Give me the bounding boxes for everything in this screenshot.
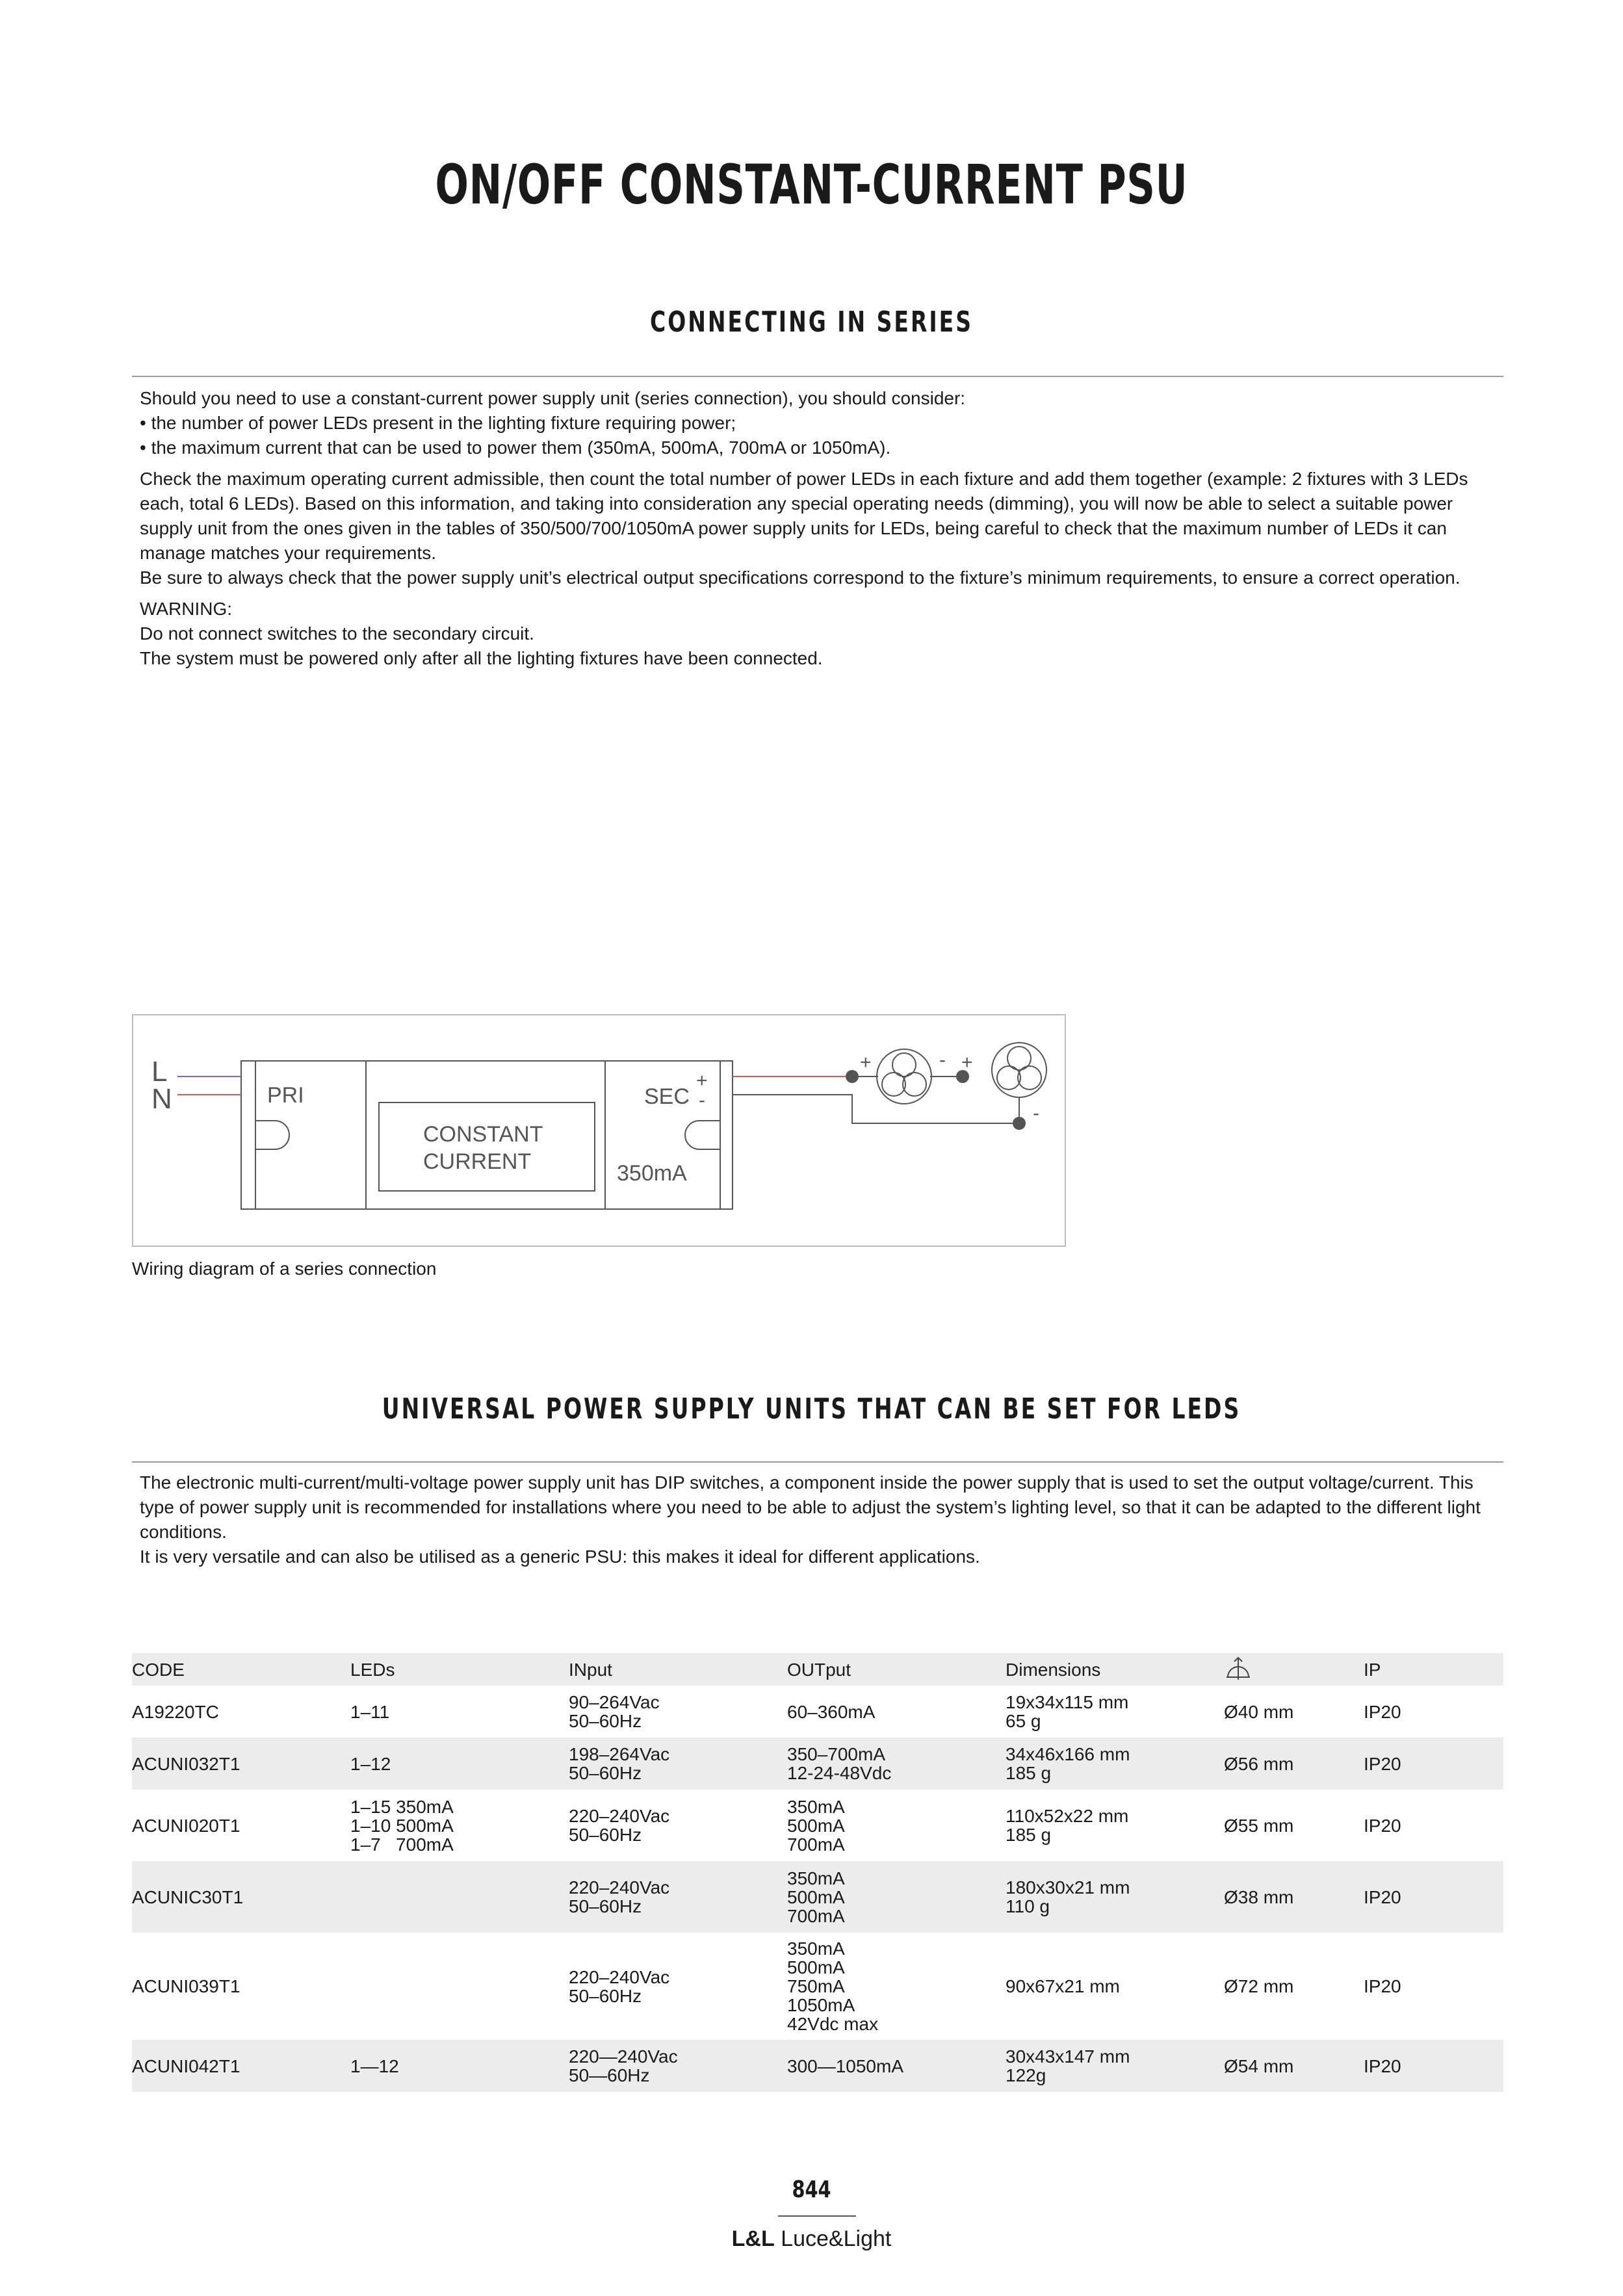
cell-line: 50—60Hz <box>569 2065 650 2085</box>
cell-line: 350mA <box>787 1938 845 1959</box>
universal-p1: The electronic multi-current/multi-voltage power supply unit has DIP switches, a component inside the power supply that is used to set the output voltage/current. This type of power supply unit is recommended for installations where you need to be able to adjust the system’s lighting level, so that it can be adapted to the different light conditions. <box>140 1472 1481 1542</box>
cell-line: 300—1050mA <box>787 2055 904 2076</box>
cell-line: 60–360mA <box>787 1701 876 1722</box>
table-row <box>132 1686 1503 1738</box>
cell-dimensions <box>1006 1861 1224 1933</box>
page-number: 844 <box>792 2176 831 2203</box>
cell-leds <box>350 1686 569 1738</box>
label-sec: SEC <box>644 1084 690 1109</box>
psu-table <box>132 1653 1503 2092</box>
cell-ip: IP20 <box>1364 1815 1401 1836</box>
cell-leds <box>350 2040 569 2092</box>
series-intro: Should you need to use a constant-current power supply unit (series connection), you should consider: <box>140 388 966 408</box>
cell-line: 500mA <box>787 1886 845 1907</box>
cell-line: 350mA <box>787 1796 845 1817</box>
cell-code: ACUNI020T1 <box>132 1815 240 1836</box>
cell-dia: Ø56 mm <box>1224 1738 1364 1790</box>
label-constant: CONSTANT <box>423 1122 543 1147</box>
header-code: CODE <box>132 1653 350 1686</box>
cell-line: 350–700mA <box>787 1744 886 1764</box>
footer-rule <box>778 2215 856 2217</box>
section-heading-series: CONNECTING IN SERIES <box>650 306 973 339</box>
cell-line: 1—12 <box>350 2055 399 2076</box>
warning-line-1: Do not connect switches to the secondary circuit. <box>140 623 534 644</box>
cell-code: A19220TC <box>132 1701 219 1722</box>
cell-dia: Ø72 mm <box>1224 1976 1294 1996</box>
cell-line: 180x30x21 mm <box>1006 1877 1130 1898</box>
cell-dimensions <box>1006 2040 1224 2092</box>
cell-input <box>569 1686 787 1738</box>
cell-line: 110x52x22 mm <box>1006 1806 1129 1826</box>
cell-line: 90x67x21 mm <box>1006 1976 1120 1996</box>
cell-line: 1–10 500mA <box>350 1815 454 1836</box>
brand-name: Luce&Light <box>774 2226 892 2251</box>
cell-code: ACUNIC30T1 <box>132 1861 350 1933</box>
cell-code: ACUNI042T1 <box>132 2040 350 2092</box>
cell-line: 185 g <box>1006 1763 1052 1783</box>
universal-p2: It is very versatile and can also be utilised as a generic PSU: this makes it ideal for different applications. <box>140 1546 980 1567</box>
cell-ip: IP20 <box>1364 1738 1503 1790</box>
series-sure: Be sure to always check that the power supply unit’s electrical output specifications correspond to the fixture’s minimum requirements, to ensure a correct operation. <box>140 567 1461 588</box>
cell-line: 19x34x115 mm <box>1006 1692 1129 1712</box>
cell-dimensions <box>1006 1686 1224 1738</box>
label-n: N <box>151 1083 172 1115</box>
cell-line: 65 g <box>1006 1711 1041 1731</box>
cell-line: 220—240Vac <box>569 2046 678 2067</box>
warning-line-2: The system must be powered only after all the lighting fixtures have been connected. <box>140 648 823 668</box>
page-title: ON/OFF CONSTANT-CURRENT PSU <box>435 153 1188 216</box>
cell-output <box>787 1738 1006 1790</box>
cell-input <box>569 1738 787 1790</box>
series-text <box>140 386 1498 671</box>
cell-output <box>787 2040 1006 2092</box>
cell-line: 50–60Hz <box>569 1985 642 2006</box>
series-bullet-1: • the number of power LEDs present in the lighting fixture requiring power; <box>140 413 736 433</box>
header-diameter <box>1224 1653 1364 1686</box>
cell-input <box>569 2040 787 2092</box>
diagram-caption: Wiring diagram of a series connection <box>132 1259 437 1279</box>
cell-line: 50–60Hz <box>569 1711 642 1731</box>
cell-input <box>569 1933 787 2040</box>
header-ip: IP <box>1364 1653 1503 1686</box>
universal-text <box>140 1470 1498 1569</box>
cell-line: 42Vdc max <box>787 2014 879 2034</box>
cell-line: 50–60Hz <box>569 1896 642 1916</box>
cell-leds <box>350 1933 569 2040</box>
table-row <box>132 2040 1503 2092</box>
series-bullet-2: • the maximum current that can be used to power them (350mA, 500mA, 700mA or 1050mA). <box>140 437 891 458</box>
table-row <box>132 1933 1503 2040</box>
label-sec-plus: + <box>696 1070 708 1091</box>
cell-line: 198–264Vac <box>569 1744 670 1764</box>
cell-output <box>787 1861 1006 1933</box>
section-heading-universal: UNIVERSAL POWER SUPPLY UNITS THAT CAN BE SET FOR LEDS <box>382 1392 1241 1426</box>
cell-line: 700mA <box>787 1834 845 1855</box>
cell-line: 500mA <box>787 1815 845 1836</box>
cell-ip: IP20 <box>1364 1701 1401 1722</box>
section-divider <box>132 376 1503 377</box>
cell-output <box>787 1790 1006 1861</box>
cell-line: 500mA <box>787 1957 845 1977</box>
cell-code: ACUNI032T1 <box>132 1738 350 1790</box>
label-sec-minus: - <box>699 1089 705 1111</box>
header-output: OUTput <box>787 1653 1006 1686</box>
cell-line: 90–264Vac <box>569 1692 660 1712</box>
cell-line: 50–60Hz <box>569 1825 642 1845</box>
cell-dia: Ø55 mm <box>1224 1815 1294 1836</box>
cell-dia: Ø38 mm <box>1224 1861 1364 1933</box>
header-dimensions: Dimensions <box>1006 1653 1224 1686</box>
table-row <box>132 1738 1503 1790</box>
warning-label: WARNING: <box>140 599 233 619</box>
cell-dimensions <box>1006 1933 1224 2040</box>
table-row <box>132 1861 1503 1933</box>
brand-bold: L&L <box>731 2226 775 2251</box>
brand-footer <box>0 2226 1623 2252</box>
node-1 <box>846 1070 859 1083</box>
cell-ip: IP20 <box>1364 1861 1503 1933</box>
cell-dia: Ø54 mm <box>1224 2040 1364 2092</box>
cell-dimensions <box>1006 1738 1224 1790</box>
cell-line: 110 g <box>1006 1896 1050 1916</box>
fixture-1-plus: + <box>860 1052 872 1073</box>
diagram-frame <box>133 1015 1065 1246</box>
cell-dia: Ø40 mm <box>1224 1701 1294 1722</box>
table-header-row <box>132 1653 1503 1686</box>
header-input: INput <box>569 1653 787 1686</box>
cell-line: 30x43x147 mm <box>1006 2046 1130 2067</box>
header-leds: LEDs <box>350 1653 569 1686</box>
cell-output <box>787 1686 1006 1738</box>
cell-line: 220–240Vac <box>569 1806 670 1826</box>
label-350ma: 350mA <box>617 1161 687 1186</box>
cell-line: 1–7 700mA <box>350 1834 454 1855</box>
cut-out-diameter-icon <box>1224 1655 1253 1681</box>
cell-line: 1–11 <box>350 1701 390 1722</box>
cell-leds <box>350 1738 569 1790</box>
cell-line: 1–15 350mA <box>350 1796 454 1817</box>
cell-line: 750mA <box>787 1976 845 1996</box>
cell-line: 220–240Vac <box>569 1877 670 1898</box>
cell-code: ACUNI039T1 <box>132 1976 240 1996</box>
cell-line: 700mA <box>787 1905 845 1926</box>
cell-line: 122g <box>1006 2065 1046 2085</box>
table-row <box>132 1790 1503 1861</box>
cell-input <box>569 1861 787 1933</box>
cell-dimensions <box>1006 1790 1224 1861</box>
fixture-2-plus: + <box>961 1052 973 1073</box>
cell-ip: IP20 <box>1364 1976 1401 1996</box>
fixture-1-minus: - <box>939 1049 946 1071</box>
cell-leds <box>350 1861 569 1933</box>
cell-output <box>787 1933 1006 2040</box>
series-check: Check the maximum operating current admissible, then count the total number of power LEDs in each fixture and add them together (example: 2 fixtures with 3 LEDs each, total 6 LEDs). Based on this information, and taking into consideration any special operating needs (dimming), you will now be able to select a suitable power supply unit from the ones given in the tables of 350/500/700/1050mA power supply units for LEDs, being careful to check that the maximum number of LEDs it can manage matches your requirements. <box>140 469 1468 563</box>
cell-leds <box>350 1790 569 1861</box>
label-l: L <box>151 1056 168 1088</box>
cell-line: 185 g <box>1006 1825 1052 1845</box>
cell-line: 34x46x166 mm <box>1006 1744 1130 1764</box>
cell-line: 220–240Vac <box>569 1966 670 1987</box>
cell-ip: IP20 <box>1364 2040 1503 2092</box>
label-current: CURRENT <box>423 1149 532 1174</box>
label-pri: PRI <box>267 1083 304 1108</box>
cell-line: 350mA <box>787 1868 845 1888</box>
cell-line: 1050mA <box>787 1995 855 2015</box>
wiring-diagram <box>132 1014 1066 1247</box>
cell-line: 50–60Hz <box>569 1763 642 1783</box>
cell-line: 1–12 <box>350 1753 391 1774</box>
section-divider-2 <box>132 1461 1503 1463</box>
cell-input <box>569 1790 787 1861</box>
cell-line: 12-24-48Vdc <box>787 1763 892 1783</box>
fixture-2-minus: - <box>1033 1102 1039 1124</box>
